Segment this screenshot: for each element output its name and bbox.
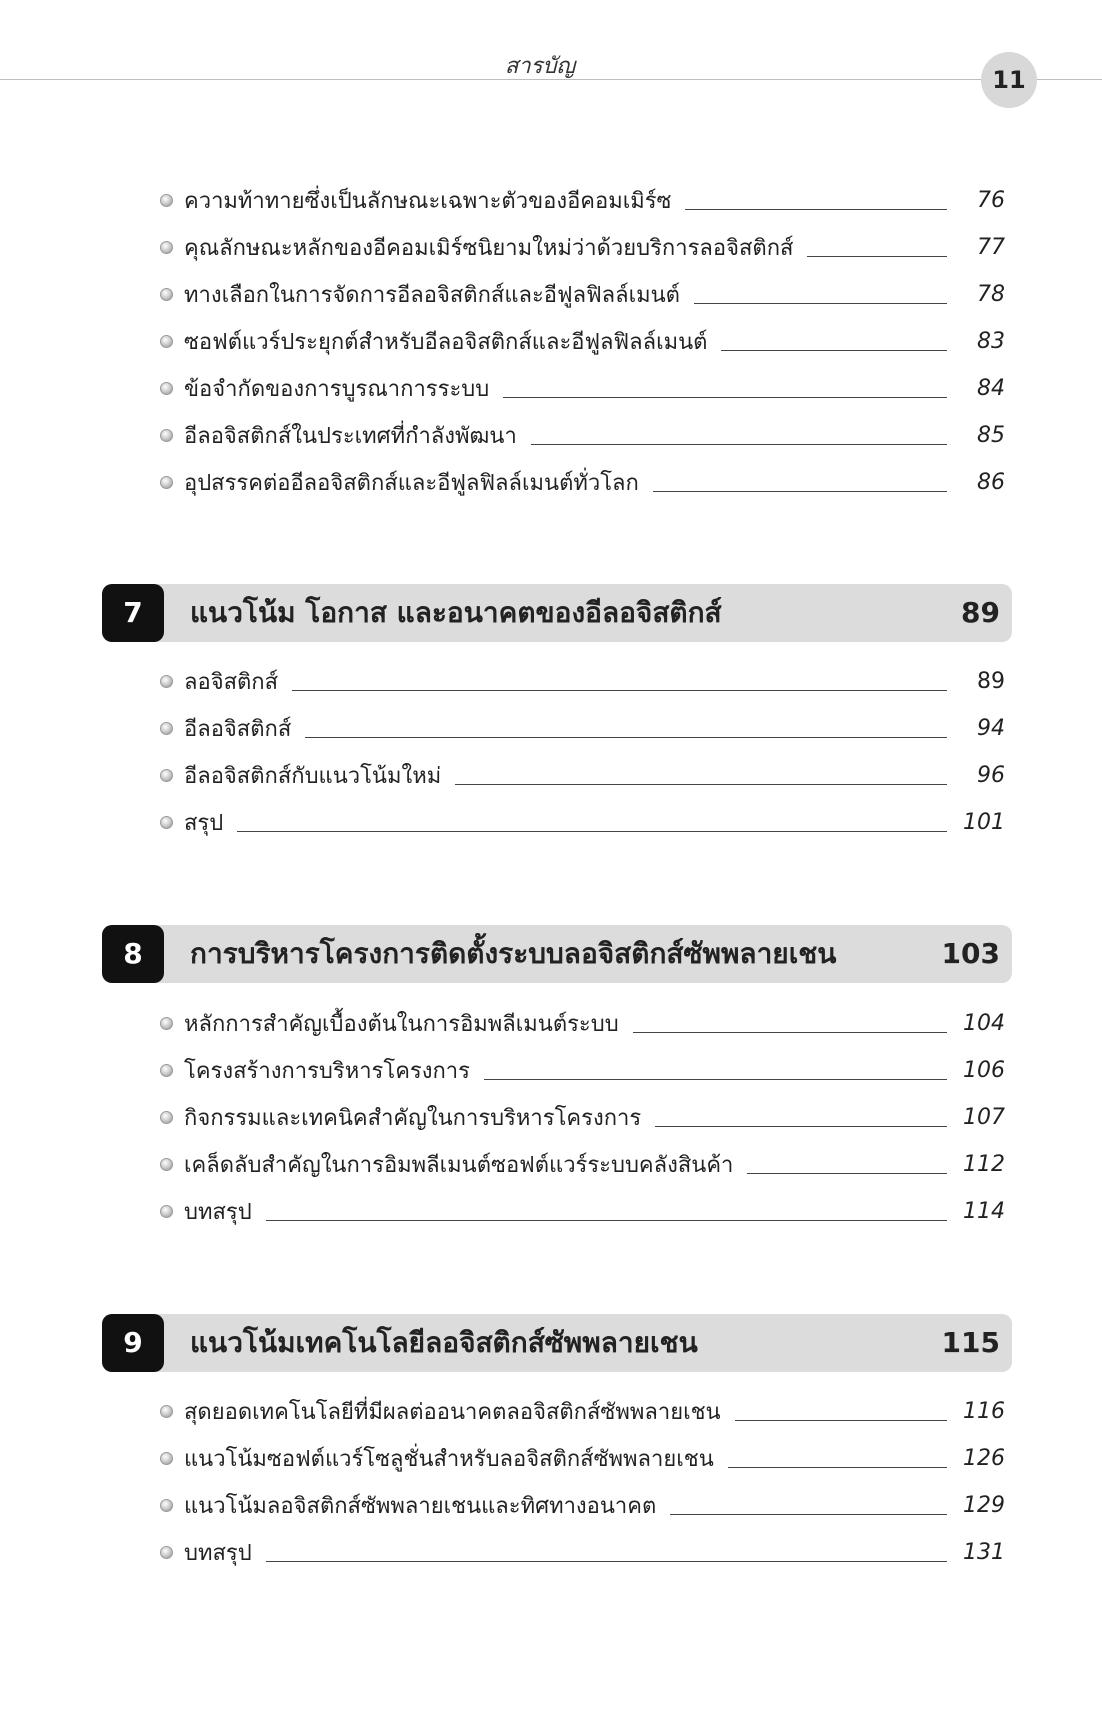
bullet-icon [160, 382, 173, 395]
toc-entry-label: เคล็ดลับสำคัญในการอิมพลีเมนต์ซอฟต์แวร์ระบบคลังสินค้า [184, 1153, 734, 1178]
chapter-heading-9[interactable] [102, 1314, 1012, 1372]
dot-leader [237, 831, 947, 832]
bullet-icon [160, 476, 173, 489]
chapter-heading-8[interactable] [102, 925, 1012, 983]
toc-entry[interactable] [160, 412, 1005, 459]
chapter-title: การบริหารโครงการติดตั้งระบบลอจิสติกส์ซัพพลายเชน [190, 937, 837, 970]
chapter-title: แนวโน้ม โอกาส และอนาคตของอีลอจิสติกส์ [190, 596, 722, 629]
dot-leader [633, 1032, 947, 1033]
dot-leader [484, 1079, 947, 1080]
toc-entry-label: แนวโน้มซอฟต์แวร์โซลูชั่นสำหรับลอจิสติกส์ซัพพลายเชน [184, 1447, 714, 1472]
toc-entry-page: 89 [977, 669, 1005, 694]
toc-entry[interactable] [160, 318, 1005, 365]
toc-entry-page: 83 [977, 329, 1005, 354]
dot-leader [266, 1220, 947, 1221]
bullet-icon [160, 1017, 173, 1030]
toc-entry[interactable] [160, 365, 1005, 412]
bullet-icon [160, 194, 173, 207]
chapter-9-entries [160, 1388, 1005, 1576]
toc-entry[interactable] [160, 1000, 1005, 1047]
chapter-title: แนวโน้มเทคโนโลยีลอจิสติกส์ซัพพลายเชน [190, 1326, 698, 1359]
toc-entry-label: แนวโน้มลอจิสติกส์ซัพพลายเชนและทิศทางอนาคต [184, 1494, 657, 1519]
toc-entry[interactable] [160, 799, 1005, 846]
toc-entry-page: 131 [963, 1540, 1005, 1565]
bullet-icon [160, 288, 173, 301]
toc-entry[interactable] [160, 224, 1005, 271]
toc-entry-page: 104 [963, 1011, 1005, 1036]
dot-leader [292, 690, 947, 691]
toc-entry-page: 112 [963, 1152, 1005, 1177]
toc-entry-page: 116 [963, 1399, 1005, 1424]
bullet-icon [160, 722, 173, 735]
running-header-title: สารบัญ [504, 54, 576, 79]
toc-entry-page: 94 [977, 716, 1005, 741]
toc-entry[interactable] [160, 271, 1005, 318]
dot-leader [266, 1561, 947, 1562]
toc-entry-label: คุณลักษณะหลักของอีคอมเมิร์ซนิยามใหม่ว่าด้วยบริการลอจิสติกส์ [184, 236, 794, 261]
toc-entry-label: อุปสรรคต่ออีลอจิสติกส์และอีฟูลฟิลล์เมนต์ทั่วโลก [184, 471, 639, 496]
toc-entry[interactable] [160, 459, 1005, 506]
bullet-icon [160, 1158, 173, 1171]
toc-entry-label: ลอจิสติกส์ [184, 670, 279, 695]
dot-leader [655, 1126, 947, 1127]
bullet-icon [160, 1111, 173, 1124]
toc-entry[interactable] [160, 1388, 1005, 1435]
bullet-icon [160, 1405, 173, 1418]
toc-entry-label: โครงสร้างการบริหารโครงการ [184, 1059, 470, 1084]
toc-entry[interactable] [160, 1141, 1005, 1188]
chapter-number: 9 [102, 1314, 164, 1372]
dot-leader [305, 737, 947, 738]
dot-leader [653, 491, 947, 492]
toc-entry-page: 106 [963, 1058, 1005, 1083]
bullet-icon [160, 816, 173, 829]
dot-leader [455, 784, 947, 785]
bullet-icon [160, 769, 173, 782]
toc-entry[interactable] [160, 705, 1005, 752]
toc-entry-label: หลักการสำคัญเบื้องต้นในการอิมพลีเมนต์ระบบ [184, 1012, 619, 1037]
toc-entry-page: 101 [963, 810, 1005, 835]
chapter-7-entries [160, 658, 1005, 846]
toc-entry-label: ทางเลือกในการจัดการอีลอจิสติกส์และอีฟูลฟิลล์เมนต์ [184, 283, 680, 308]
toc-entry-page: 78 [977, 282, 1005, 307]
toc-entry[interactable] [160, 752, 1005, 799]
toc-entry[interactable] [160, 1529, 1005, 1576]
bullet-icon [160, 675, 173, 688]
toc-entry-page: 86 [977, 470, 1005, 495]
dot-leader [531, 444, 947, 445]
bullet-icon [160, 1546, 173, 1559]
dot-leader [670, 1514, 947, 1515]
toc-entry-label: สุดยอดเทคโนโลยีที่มีผลต่ออนาคตลอจิสติกส์ซัพพลายเชน [184, 1400, 721, 1425]
bullet-icon [160, 335, 173, 348]
toc-entry-page: 77 [977, 235, 1005, 260]
dot-leader [721, 350, 947, 351]
toc-entry-label: อีลอจิสติกส์ในประเทศที่กำลังพัฒนา [184, 424, 517, 449]
toc-entry-page: 85 [977, 423, 1005, 448]
dot-leader [728, 1467, 947, 1468]
toc-entry[interactable] [160, 1094, 1005, 1141]
toc-entry-page: 84 [977, 376, 1005, 401]
chapter-number: 7 [102, 584, 164, 642]
bullet-icon [160, 241, 173, 254]
bullet-icon [160, 1499, 173, 1512]
toc-entry[interactable] [160, 658, 1005, 705]
toc-entry-page: 129 [963, 1493, 1005, 1518]
toc-entry[interactable] [160, 1435, 1005, 1482]
dot-leader [747, 1173, 947, 1174]
toc-entry-page: 114 [963, 1199, 1005, 1224]
chapter-heading-7[interactable] [102, 584, 1012, 642]
toc-entry-label: อีลอจิสติกส์ [184, 717, 292, 742]
toc-entry-label: สรุป [184, 811, 224, 836]
dot-leader [807, 256, 947, 257]
header-rule [0, 79, 1102, 80]
bullet-icon [160, 1064, 173, 1077]
chapter-page: 103 [941, 937, 1000, 970]
chapter-page: 89 [961, 596, 1000, 629]
chapter-8-entries [160, 1000, 1005, 1235]
bullet-icon [160, 1452, 173, 1465]
chapter-number: 8 [102, 925, 164, 983]
toc-entry-label: ซอฟต์แวร์ประยุกต์สำหรับอีลอจิสติกส์และอีฟูลฟิลล์เมนต์ [184, 330, 708, 355]
chapter-page: 115 [941, 1326, 1000, 1359]
toc-entry-page: 76 [977, 188, 1005, 213]
toc-entry[interactable] [160, 1482, 1005, 1529]
dot-leader [735, 1420, 947, 1421]
toc-entry[interactable] [160, 1047, 1005, 1094]
toc-entry-page: 107 [963, 1105, 1005, 1130]
toc-entry-label: บทสรุป [184, 1200, 252, 1225]
page-number-badge: 11 [981, 52, 1037, 108]
bullet-icon [160, 1205, 173, 1218]
toc-entry-label: บทสรุป [184, 1541, 252, 1566]
toc-entry[interactable] [160, 177, 1005, 224]
dot-leader [503, 397, 947, 398]
toc-entry-label: อีลอจิสติกส์กับแนวโน้มใหม่ [184, 764, 442, 789]
toc-entry-label: ความท้าทายซึ่งเป็นลักษณะเฉพาะตัวของอีคอมเมิร์ซ [184, 189, 672, 214]
toc-entry-label: กิจกรรมและเทคนิคสำคัญในการบริหารโครงการ [184, 1106, 642, 1131]
dot-leader [694, 303, 947, 304]
toc-entry-page: 126 [963, 1446, 1005, 1471]
dot-leader [685, 209, 947, 210]
toc-entry[interactable] [160, 1188, 1005, 1235]
bullet-icon [160, 429, 173, 442]
toc-entry-label: ข้อจำกัดของการบูรณาการระบบ [184, 377, 490, 402]
toc-entry-page: 96 [977, 763, 1005, 788]
toc-section-continued [160, 177, 1005, 506]
